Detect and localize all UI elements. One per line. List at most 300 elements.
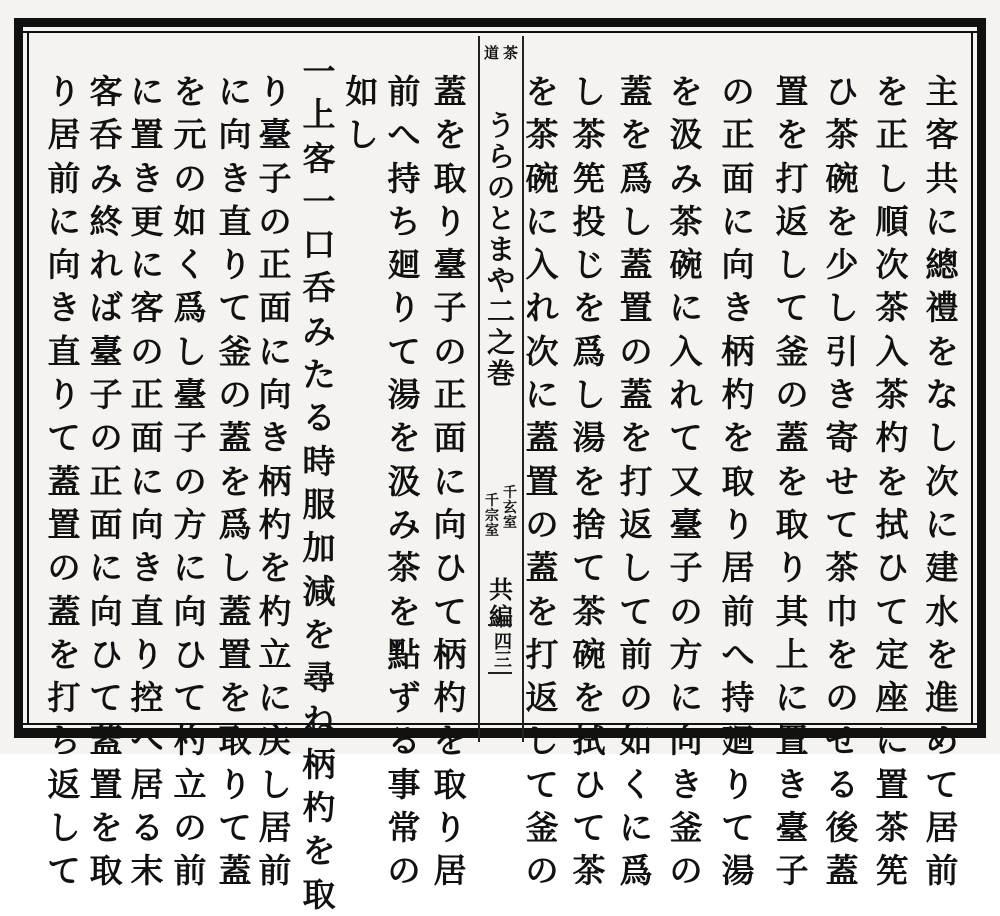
text-char: 蓋	[619, 245, 653, 285]
text-char: の	[173, 808, 207, 848]
text-char: 蓋	[525, 548, 559, 588]
text-char: 柄	[258, 461, 292, 501]
text-char: の	[525, 504, 559, 544]
text-char: 茶	[875, 808, 909, 848]
text-char: 取	[89, 851, 123, 891]
text-char: ひ	[173, 634, 207, 674]
text-char: 向	[47, 245, 81, 285]
text-char: 直	[130, 591, 164, 631]
text-char: 呑	[302, 268, 336, 308]
text-char: み	[387, 504, 421, 544]
text-char: 杓	[258, 504, 292, 544]
text-char: 向	[669, 721, 703, 761]
text-char: 筅	[572, 158, 606, 198]
text-char: 蓋	[619, 375, 653, 415]
text-char: 次	[925, 461, 959, 501]
text-char: 正	[130, 375, 164, 415]
right-column-9	[520, 70, 564, 891]
text-char: を	[89, 808, 123, 848]
text-char: 正	[433, 375, 467, 415]
text-char: 茶	[825, 548, 859, 588]
text-char: 居	[47, 115, 81, 155]
text-char: て	[619, 591, 653, 631]
editor-char: 玄	[503, 500, 517, 516]
text-char: 釜	[525, 808, 559, 848]
text-char: て	[721, 808, 755, 848]
text-char: 碗	[669, 245, 703, 285]
text-char: に	[433, 461, 467, 501]
text-char: 居	[258, 808, 292, 848]
text-char: 杓	[173, 721, 207, 761]
text-char: 直	[218, 201, 252, 241]
text-char: を	[825, 201, 859, 241]
text-char: 面	[258, 288, 292, 328]
text-char: 寄	[825, 418, 859, 458]
text-char: 返	[47, 764, 81, 804]
text-char: を	[825, 634, 859, 674]
text-char: を	[387, 591, 421, 631]
series-char: 道	[484, 44, 500, 62]
editor-char: 室	[503, 515, 517, 531]
text-char: き	[669, 764, 703, 804]
text-char: 更	[130, 201, 164, 241]
right-column-4	[770, 70, 814, 891]
text-char: 面	[433, 418, 467, 458]
text-char: 置	[47, 504, 81, 544]
text-char: 上	[775, 634, 809, 674]
text-char: 持	[387, 158, 421, 198]
text-char: 面	[89, 504, 123, 544]
text-char: し	[218, 548, 252, 588]
left-column-3	[340, 70, 384, 720]
text-char: せ	[825, 461, 859, 501]
text-char: に	[218, 72, 252, 111]
editor-char: 室	[485, 523, 499, 539]
text-char: 向	[433, 504, 467, 544]
text-char: に	[875, 721, 909, 761]
text-char: て	[875, 591, 909, 631]
text-char: 爲	[218, 504, 252, 544]
text-char: 總	[925, 245, 959, 285]
text-char: き	[130, 158, 164, 198]
text-char: し	[258, 764, 292, 804]
right-column-6	[664, 70, 708, 891]
text-char: る	[387, 721, 421, 761]
text-char: の	[130, 331, 164, 371]
text-char: て	[387, 331, 421, 371]
text-char: 茶	[387, 548, 421, 588]
text-char: し	[47, 808, 81, 848]
text-char: 釜	[669, 808, 703, 848]
top-border-inner	[14, 31, 986, 33]
right-column-8	[567, 70, 611, 891]
text-char: て	[925, 764, 959, 804]
text-char: り	[47, 72, 81, 111]
text-char: き	[47, 288, 81, 328]
text-char: し	[572, 72, 606, 111]
right-column-1	[920, 70, 964, 891]
left-column-6	[213, 70, 257, 891]
text-char: 如	[173, 201, 207, 241]
right-column-2	[870, 70, 914, 891]
text-char: を	[218, 678, 252, 718]
text-char: 建	[925, 548, 959, 588]
text-char: 拭	[875, 504, 909, 544]
text-char: 蓋	[775, 418, 809, 458]
text-char: み	[89, 158, 123, 198]
text-char: ず	[387, 678, 421, 718]
text-char: 持	[721, 678, 755, 718]
text-char: の	[619, 331, 653, 371]
text-char: 置	[525, 461, 559, 501]
text-char: 點	[387, 634, 421, 674]
text-char: の	[619, 678, 653, 718]
text-char: 碗	[572, 634, 606, 674]
text-char: を	[302, 614, 336, 654]
text-char: り	[721, 764, 755, 804]
text-char: 柄	[433, 634, 467, 674]
text-char: 客	[130, 288, 164, 328]
text-char: 置	[89, 764, 123, 804]
text-char: 返	[775, 201, 809, 241]
text-char: み	[669, 158, 703, 198]
text-char: 杓	[875, 418, 909, 458]
left-column-7	[168, 70, 212, 891]
text-char: を	[669, 72, 703, 111]
text-char: し	[572, 375, 606, 415]
text-char: 取	[433, 764, 467, 804]
editor-char: 千	[503, 485, 517, 501]
text-char: 服	[302, 484, 336, 524]
editor-char: 宗	[485, 508, 499, 524]
text-char: て	[572, 548, 606, 588]
text-char: を	[875, 72, 909, 111]
text-char: 前	[619, 634, 653, 674]
text-char: り	[721, 504, 755, 544]
left-column-2	[382, 70, 426, 891]
left-column-5	[253, 70, 297, 891]
text-char: 尋	[302, 658, 336, 698]
text-char: て	[669, 418, 703, 458]
text-char: 正	[89, 461, 123, 501]
text-char: 打	[525, 634, 559, 674]
text-char: き	[721, 288, 755, 328]
text-char: 茶	[669, 201, 703, 241]
text-char: 汲	[387, 461, 421, 501]
text-char: る	[130, 808, 164, 848]
text-char: 臺	[775, 808, 809, 848]
text-char: し	[825, 288, 859, 328]
text-char: 向	[258, 375, 292, 415]
text-char: 正	[721, 115, 755, 155]
text-char: き	[775, 764, 809, 804]
text-char: ち	[47, 721, 81, 761]
text-char: 蓋	[619, 72, 653, 111]
text-char: 置	[130, 115, 164, 155]
right-border	[977, 18, 986, 738]
text-char: 禮	[925, 288, 959, 328]
text-char: を	[572, 678, 606, 718]
text-char: 立	[173, 764, 207, 804]
right-column-7	[614, 70, 658, 891]
top-border	[14, 18, 986, 27]
text-char: の	[525, 851, 559, 891]
text-char: し	[875, 158, 909, 198]
text-char: り	[433, 201, 467, 241]
text-char: 湯	[572, 418, 606, 458]
text-char: 茶	[525, 115, 559, 155]
title-char: ら	[486, 140, 515, 173]
text-char: き	[825, 375, 859, 415]
left-column-8	[125, 70, 169, 891]
editor-1	[502, 486, 518, 531]
text-char: て	[218, 288, 252, 328]
text-char: を	[47, 634, 81, 674]
text-char: 蓋	[825, 851, 859, 891]
text-char: 終	[89, 201, 123, 241]
text-char: 爲	[619, 851, 653, 891]
text-char: 前	[47, 158, 81, 198]
text-char: 入	[669, 331, 703, 371]
text-char: 返	[525, 678, 559, 718]
text-char: の	[825, 678, 859, 718]
text-char: ひ	[875, 548, 909, 588]
text-char: 柄	[302, 744, 336, 784]
series-char: 茶	[502, 44, 518, 62]
text-char: 進	[925, 678, 959, 718]
text-char: に	[669, 288, 703, 328]
text-char: 杓	[721, 375, 755, 415]
text-char: 元	[173, 115, 207, 155]
text-char: の	[669, 591, 703, 631]
text-char: 呑	[89, 115, 123, 155]
title-char: や	[486, 264, 515, 297]
text-char: を	[218, 461, 252, 501]
text-char: 客	[89, 72, 123, 111]
text-char: 杓	[433, 678, 467, 718]
text-char: て	[89, 678, 123, 718]
text-char: れ	[525, 288, 559, 328]
left-column-4	[297, 50, 341, 914]
text-char: し	[525, 721, 559, 761]
text-char: の	[433, 331, 467, 371]
text-char: ね	[302, 701, 336, 741]
text-char: 如	[619, 721, 653, 761]
text-char: に	[925, 201, 959, 241]
text-char: に	[669, 678, 703, 718]
text-char: 子	[89, 375, 123, 415]
left-border	[14, 18, 23, 738]
title-char: の	[486, 171, 515, 204]
text-char: て	[572, 808, 606, 848]
text-char: ひ	[89, 634, 123, 674]
text-char: 子	[775, 851, 809, 891]
text-char: て	[525, 764, 559, 804]
text-char: を	[875, 461, 909, 501]
text-char: 方	[173, 504, 207, 544]
text-char: め	[925, 721, 959, 761]
text-char: 如	[345, 72, 379, 111]
text-char: 投	[572, 201, 606, 241]
text-char: 向	[218, 115, 252, 155]
text-char: を	[173, 72, 207, 111]
text-char: 杓	[258, 591, 292, 631]
text-char: を	[572, 288, 606, 328]
text-char: 茶	[572, 851, 606, 891]
text-char: 取	[775, 504, 809, 544]
text-char: 爲	[619, 158, 653, 198]
text-char: 巾	[825, 591, 859, 631]
text-char: り	[218, 245, 252, 285]
left-border-inner	[27, 31, 29, 725]
text-char: き	[218, 158, 252, 198]
text-char: 汲	[669, 115, 703, 155]
text-char: 正	[875, 115, 909, 155]
text-char: 打	[619, 461, 653, 501]
text-char: て	[173, 678, 207, 718]
text-char: た	[302, 355, 336, 395]
text-char: 爲	[572, 331, 606, 371]
title-char: 巻	[486, 357, 515, 390]
text-char: し	[619, 548, 653, 588]
text-char: 居	[433, 851, 467, 891]
text-char: な	[925, 375, 959, 415]
text-char: 次	[875, 245, 909, 285]
text-char: 向	[130, 504, 164, 544]
text-char: 前	[387, 72, 421, 111]
text-char: し	[925, 418, 959, 458]
text-char: る	[302, 398, 336, 438]
text-char: 居	[721, 548, 755, 588]
text-char: き	[130, 548, 164, 588]
text-char: り	[47, 375, 81, 415]
text-char: 水	[925, 591, 959, 631]
text-char: を	[525, 72, 559, 111]
text-char: 蓋	[525, 418, 559, 458]
text-char: せ	[825, 721, 859, 761]
text-char: 取	[721, 461, 755, 501]
text-char: を	[925, 634, 959, 674]
text-char: 其	[775, 591, 809, 631]
text-char: 柄	[721, 331, 755, 371]
text-char: の	[775, 375, 809, 415]
text-char: 釜	[775, 331, 809, 371]
text-char: ひ	[572, 764, 606, 804]
text-char: し	[775, 245, 809, 285]
text-char: に	[721, 201, 755, 241]
text-char: 共	[925, 158, 959, 198]
right-column-5	[716, 70, 760, 891]
text-char: 直	[47, 331, 81, 371]
text-char: を	[387, 418, 421, 458]
text-char: 蓋	[218, 851, 252, 891]
text-char: を	[433, 721, 467, 761]
title-char: と	[486, 202, 515, 235]
text-char: り	[258, 72, 292, 111]
text-char: を	[572, 461, 606, 501]
text-char: ば	[89, 288, 123, 328]
text-char: 控	[130, 678, 164, 718]
text-char: 少	[825, 245, 859, 285]
text-char: 杓	[302, 788, 336, 828]
text-char: へ	[387, 115, 421, 155]
text-char: の	[258, 201, 292, 241]
text-char: 爲	[173, 288, 207, 328]
text-char: 口	[302, 225, 336, 265]
text-char: 立	[258, 634, 292, 674]
text-char: 事	[387, 764, 421, 804]
text-char: に	[925, 504, 959, 544]
text-char: 茶	[825, 115, 859, 155]
text-char: 時	[302, 441, 336, 481]
text-char: 碗	[525, 158, 559, 198]
text-char: り	[387, 288, 421, 328]
text-char: を	[258, 548, 292, 588]
text-char: く	[173, 245, 207, 285]
text-char: の	[387, 851, 421, 891]
edit-mark	[488, 576, 514, 630]
text-char: を	[433, 115, 467, 155]
text-char: に	[258, 678, 292, 718]
text-char: 子	[433, 288, 467, 328]
text-char: 捨	[572, 504, 606, 544]
text-char: 次	[525, 331, 559, 371]
text-char: 蓋	[47, 591, 81, 631]
text-char: て	[218, 808, 252, 848]
text-char: 臺	[669, 504, 703, 544]
title-char: ま	[486, 233, 515, 266]
text-char: に	[130, 461, 164, 501]
right-column-3	[820, 70, 864, 891]
text-char: を	[775, 461, 809, 501]
text-char: 打	[47, 678, 81, 718]
text-char: 面	[721, 158, 755, 198]
left-column-1	[428, 70, 472, 891]
text-char: 茶	[572, 591, 606, 631]
text-char: れ	[89, 245, 123, 285]
text-char: を	[775, 115, 809, 155]
text-char: り	[433, 808, 467, 848]
text-char: て	[47, 418, 81, 458]
spine-line-left	[478, 36, 480, 742]
series-name	[482, 40, 520, 100]
text-char: 順	[875, 201, 909, 241]
text-char: し	[173, 331, 207, 371]
text-char: し	[345, 115, 379, 155]
text-char: 置	[619, 288, 653, 328]
text-char: の	[173, 158, 207, 198]
text-char: 釜	[218, 331, 252, 371]
text-char: 入	[875, 331, 909, 371]
text-char: 減	[302, 571, 336, 611]
left-column-10	[42, 70, 86, 891]
text-char: に	[525, 201, 559, 241]
text-char: 一	[302, 181, 336, 221]
text-char: の	[721, 72, 755, 111]
text-char: り	[218, 764, 252, 804]
text-char: 置	[875, 764, 909, 804]
text-char: 茶	[875, 375, 909, 415]
text-char: く	[619, 764, 653, 804]
text-char: 臺	[258, 115, 292, 155]
text-char: き	[258, 418, 292, 458]
text-char: り	[775, 548, 809, 588]
text-char: 子	[173, 418, 207, 458]
text-char: 茶	[875, 288, 909, 328]
text-char: み	[302, 311, 336, 351]
text-char: 後	[825, 808, 859, 848]
text-char: を	[302, 831, 336, 871]
